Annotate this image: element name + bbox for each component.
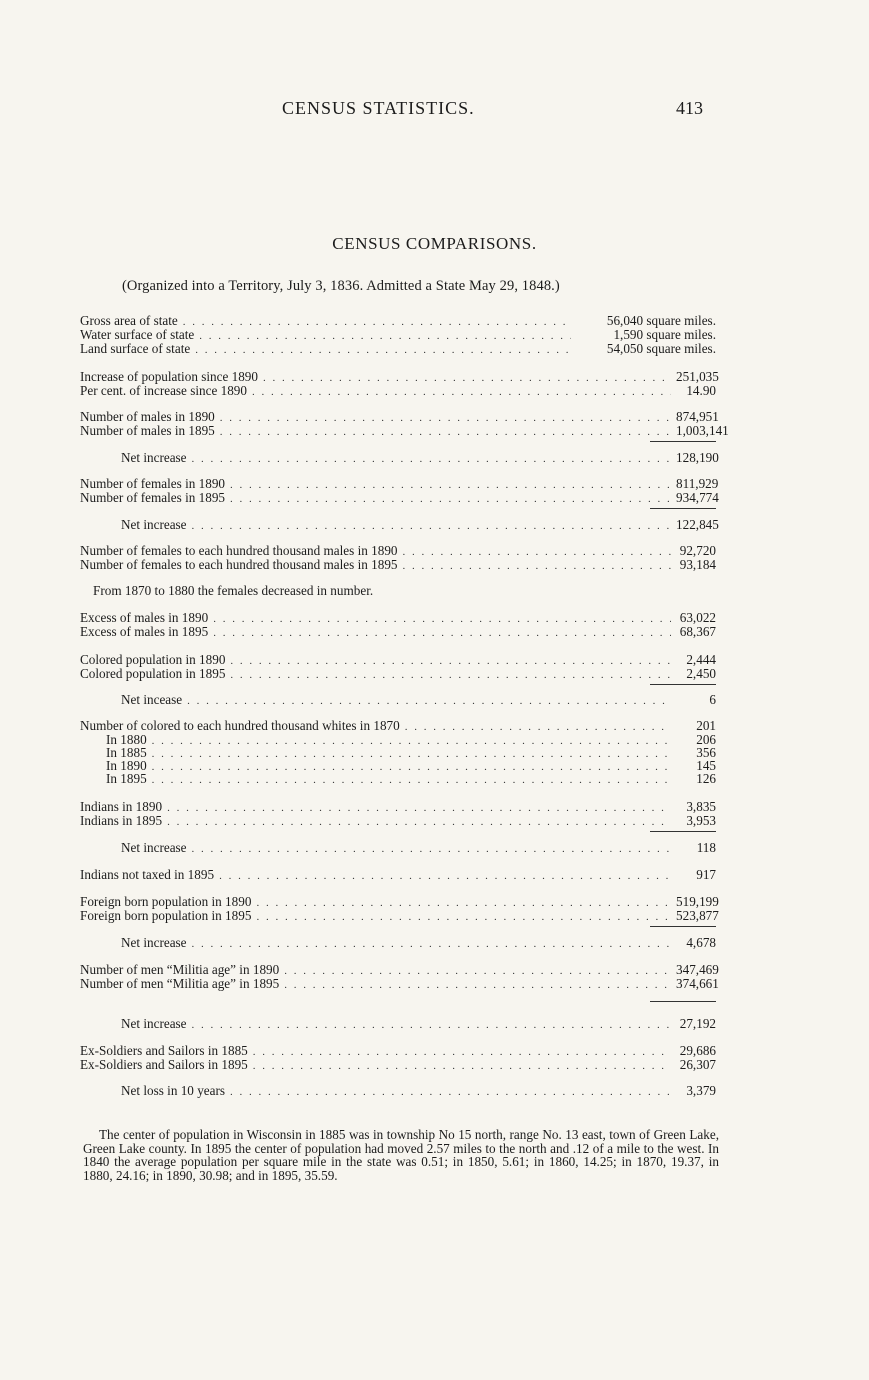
table-row [80, 369, 719, 384]
table-row [106, 733, 716, 747]
leader-dots [219, 869, 671, 883]
table-note [93, 584, 693, 598]
row-value: 811,929 [676, 476, 719, 491]
table-row [80, 908, 719, 923]
row-label: Gross area of state [80, 313, 178, 328]
leader-dots [187, 694, 671, 708]
row-value: 6 [709, 692, 716, 707]
row-label: Net loss in 10 years [121, 1083, 226, 1098]
row-label: Net increase [121, 935, 187, 950]
row-label: Indians in 1890 [80, 799, 163, 814]
table-row [80, 384, 716, 398]
sum-rule [650, 684, 716, 685]
row-value: 128,190 [676, 450, 719, 465]
row-label: Net incease [121, 692, 183, 707]
row-value: 68,367 [679, 624, 716, 639]
row-label: Indians not taxed in 1895 [80, 867, 215, 882]
page-title: CENSUS COMPARISONS. [332, 234, 537, 253]
row-label: Number of men “Militia age” in 1890 [80, 962, 280, 977]
table-row [80, 800, 716, 814]
row-label: Indians in 1895 [80, 813, 163, 828]
table-row [121, 936, 716, 950]
row-value: 3,953 [686, 813, 716, 828]
table-row [80, 558, 716, 572]
row-label: From 1870 to 1880 the females decreased in number. [93, 583, 374, 598]
table-row [106, 759, 716, 773]
sum-rule [650, 508, 716, 509]
leader-dots [195, 343, 571, 357]
row-label: Per cent. of increase since 1890 [80, 383, 247, 398]
row-value: 14.90 [686, 383, 716, 398]
row-value: 874,951 [676, 409, 719, 424]
running-head [0, 98, 869, 122]
row-value: 917 [696, 867, 716, 882]
leader-dots [405, 720, 671, 734]
table-row [121, 693, 716, 707]
table-row [80, 868, 716, 882]
leader-dots [192, 937, 671, 951]
row-label: In 1890 [106, 758, 147, 773]
row-value: 2,444 [686, 652, 716, 667]
table-row [80, 625, 716, 639]
row-value: 356 [696, 745, 716, 760]
table-row [121, 517, 719, 532]
row-value: 1,003,141 [676, 423, 729, 438]
row-value: 126 [696, 771, 716, 786]
row-value: 3,379 [686, 1083, 716, 1098]
row-label: Excess of males in 1895 [80, 624, 209, 639]
leader-dots [192, 452, 671, 466]
row-value: 206 [696, 732, 716, 747]
leader-dots [263, 371, 671, 385]
table-row [80, 611, 716, 625]
table-row [80, 423, 729, 438]
row-label: Foreign born population in 1890 [80, 894, 252, 909]
leader-dots [192, 1018, 671, 1032]
row-value: 93,184 [679, 557, 716, 572]
table-row [80, 894, 719, 909]
sum-rule [650, 441, 716, 442]
row-value: 347,469 [676, 962, 719, 977]
leader-dots [284, 964, 671, 978]
sum-rule [650, 831, 716, 832]
leader-dots [213, 626, 671, 640]
table-row [80, 667, 716, 681]
table-row [80, 962, 719, 977]
row-value: 27,192 [679, 1016, 716, 1031]
row-label: Number of females in 1890 [80, 476, 226, 491]
table-row [80, 976, 719, 991]
leader-dots [213, 612, 671, 626]
row-label: Water surface of state [80, 327, 195, 342]
leader-dots [220, 411, 671, 425]
table-row [121, 450, 719, 465]
table-row [80, 328, 716, 342]
table-row [80, 544, 716, 558]
row-label: Colored population in 1890 [80, 652, 226, 667]
row-label: Land surface of state [80, 341, 191, 356]
row-label: Colored population in 1895 [80, 666, 226, 681]
leader-dots [230, 654, 671, 668]
leader-dots [253, 1045, 671, 1059]
row-value: 3,835 [686, 799, 716, 814]
table-row [80, 342, 716, 356]
leader-dots [284, 978, 671, 992]
row-value: 2,450 [686, 666, 716, 681]
table-row [80, 1058, 716, 1072]
row-value: 523,877 [676, 908, 719, 923]
row-label: In 1885 [106, 745, 147, 760]
sum-rule [650, 1001, 716, 1002]
row-value: 29,686 [679, 1043, 716, 1058]
row-value: 1,590 square miles. [613, 327, 716, 342]
row-value: 63,022 [679, 610, 716, 625]
table-row [80, 409, 719, 424]
table-row [121, 1084, 716, 1098]
row-label: Number of men “Militia age” in 1895 [80, 976, 280, 991]
table-row [121, 841, 716, 855]
leader-dots [192, 842, 671, 856]
leader-dots [230, 478, 671, 492]
table-row [80, 653, 716, 667]
row-label: Net increase [121, 517, 187, 532]
row-label: Increase of population since 1890 [80, 369, 258, 384]
page-subtitle: (Organized into a Territory, July 3, 1836. Admitted a State May 29, 1848.) [122, 278, 560, 294]
row-label: Net increase [121, 450, 187, 465]
leader-dots [230, 1085, 671, 1099]
row-label: Net increase [121, 840, 187, 855]
row-value: 374,661 [676, 976, 719, 991]
row-value: 118 [696, 840, 716, 855]
table-row [106, 772, 716, 786]
population-center-note: The center of population in Wisconsin in 1885 was in township No 15 north, range No. 13 east, town of Green Lake, Green Lake county. In 1895 the center of population had moved 2.57 miles to the north and .12 of a mile to the west. In 1840 the average population per square mile in the state was 0.51; in 1850, 5.61; in 1860, 14.25; in 1870, 19.37, in 1880, 24.16; in 1890, 30.98; and in 1895, 35.59. [83, 1127, 719, 1183]
leader-dots [403, 545, 671, 559]
table-row [80, 490, 719, 505]
table-row [80, 476, 719, 491]
row-label: Excess of males in 1890 [80, 610, 209, 625]
leader-dots [256, 896, 671, 910]
row-value: 4,678 [686, 935, 716, 950]
row-value: 26,307 [679, 1057, 716, 1072]
leader-dots [230, 668, 671, 682]
leader-dots [192, 519, 671, 533]
leader-dots [230, 492, 671, 506]
row-label: Foreign born population in 1895 [80, 908, 252, 923]
leader-dots [199, 329, 571, 343]
leader-dots [220, 425, 671, 439]
row-value: 92,720 [679, 543, 716, 558]
table-row [106, 746, 716, 760]
leader-dots [152, 773, 671, 787]
row-label: In 1895 [106, 771, 147, 786]
row-label: Ex-Soldiers and Sailors in 1885 [80, 1043, 248, 1058]
leader-dots [183, 315, 571, 329]
row-value: 251,035 [676, 369, 719, 384]
table-row [80, 719, 716, 733]
row-label: Number of males in 1895 [80, 423, 215, 438]
table-row [80, 814, 716, 828]
row-label: Number of females to each hundred thousand males in 1890 [80, 543, 398, 558]
row-value: 201 [696, 718, 716, 733]
row-value: 54,050 square miles. [606, 341, 716, 356]
row-value: 122,845 [676, 517, 719, 532]
row-value: 519,199 [676, 894, 719, 909]
leader-dots [253, 1059, 671, 1073]
page-number: 413 [676, 98, 703, 118]
row-value: 56,040 square miles. [606, 313, 716, 328]
table-row [121, 1017, 716, 1031]
sum-rule [650, 926, 716, 927]
row-label: Number of colored to each hundred thousand whites in 1870 [80, 718, 400, 733]
leader-dots [403, 559, 671, 573]
row-label: Ex-Soldiers and Sailors in 1895 [80, 1057, 248, 1072]
row-value: 145 [696, 758, 716, 773]
table-row [80, 1044, 716, 1058]
table-row [80, 314, 716, 328]
leader-dots [256, 910, 671, 924]
leader-dots [252, 385, 671, 399]
row-label: Number of females in 1895 [80, 490, 226, 505]
row-label: Number of females to each hundred thousand males in 1895 [80, 557, 398, 572]
row-label: Net increase [121, 1016, 187, 1031]
leader-dots [167, 801, 671, 815]
row-value: 934,774 [676, 490, 719, 505]
leader-dots [167, 815, 671, 829]
row-label: Number of males in 1890 [80, 409, 215, 424]
row-label: In 1880 [106, 732, 147, 747]
running-title: CENSUS STATISTICS. [282, 98, 475, 118]
